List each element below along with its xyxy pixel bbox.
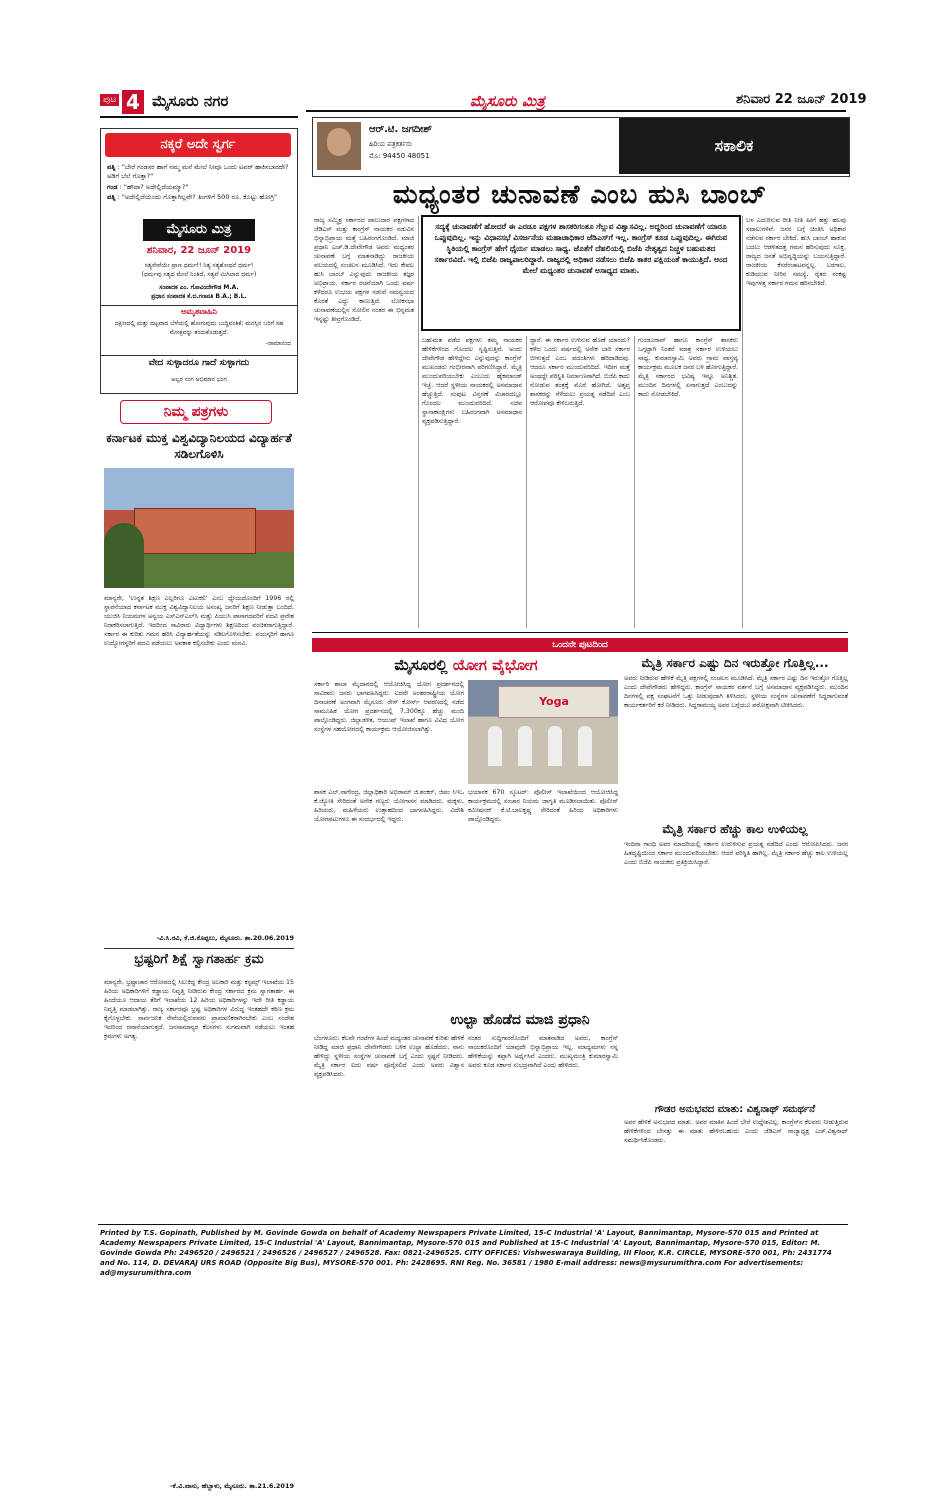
column-rule (742, 216, 743, 628)
letter-body: ಮಾನ್ಯರೇ, ಭ್ರಷ್ಟಾಚಾರ ಆರೋಪದಲ್ಲಿ ಸಿಲುಕಿದ್ದ ಕೇಂದ್ರ ಅಬಕಾರಿ ಮತ್ತು ಕಸ್ಟಮ್ಸ್ ಇಲಾಖೆಯ 15 ಹಿರಿಯ ಅಧಿಕಾರಿಗಳಿಗೆ ಕಡ್ಡಾಯ ನಿವೃತ್ತಿ ನೀಡಿರುವ ಕೇಂದ್ರ ಸರ್ಕಾರದ ಕ್ರಮ ಸ್ವಾಗತಾರ್ಹ. ಈ ಹಿಂದೆಯೂ ಆದಾಯ ತೆರಿಗೆ ಇಲಾಖೆಯ 12 ಹಿರಿಯ ಅಧಿಕಾರಿಗಳನ್ನು ಇದೇ ರೀತಿ ಕಡ್ಡಾಯ ನಿವೃತ್ತಿ ಮಾಡಲಾಗಿತ್ತು. ರಾಜ್ಯ ಸರ್ಕಾರವೂ ಭ್ರಷ್ಟ ಅಧಿಕಾರಿಗಳ ವಿರುದ್ಧ ಇಂತಹದೇ ಕಠಿಣ ಕ್ರಮ ಕೈಗೊಳ್ಳಬೇಕು. ಸಾರ್ವಜನಿಕ ಸೇವೆಯಲ್ಲಿರುವವರು ಪ್ರಾಮಾಣಿಕರಾಗಿರಬೇಕು ಎಂಬ ಸಂದೇಶ ಇದರಿಂದ ರವಾನೆಯಾಗುತ್ತದೆ. ಜನಸಾಮಾನ್ಯರ ಕೆಲಸಗಳು ಸುಗಮವಾಗಿ ನಡೆಯಲು ಇಂತಹ ಕ್ರಮಗಳು ಅಗತ್ಯ. (104, 979, 294, 1040)
joke-line (107, 183, 291, 192)
yoga-photo (468, 680, 618, 784)
yoga-headline (316, 656, 616, 674)
footer-rule (98, 1224, 848, 1225)
pull-quote: ಸದ್ಯಕ್ಕೆ ಚುನಾವಣೆಗೆ ಹೋದರೆ ಈ ಎರಡೂ ಪಕ್ಷಗಳ ಶಾಸಕರಿಗಂತೂ ಗೆಲ್ಲುವ ವಿಶ್ವಾಸವಿಲ್ಲ. ಅದ್ದರಿಂದ ಚುನಾವಣೆಗೆ ಯಾರೂ ಒಪ್ಪುವುದಿಲ್ಲ. ಇನ್ನು ವಿಧಾನಸಭೆ ವಿಸರ್ಜನೆಯ ಮಹಾಚಾಧಿಕಾರ ಜೆಡಿಎಸ್‌ಗೆ ಇಲ್ಲ. ಕಾಂಗ್ರೆಸ್ ಕೂಡ ಒಪ್ಪುವುದಿಲ್ಲ. ಈಗಿರುವ ಸ್ಥಿತಿಯಲ್ಲಿ ಕಾಂಗ್ರೆಸ್ ಹೇಗೆ ಧೈರ್ಯ ಮಾಡಲು ಸಾಧ್ಯ. ಜೊತೆಗೆ ದೆಹಲಿಯಲ್ಲಿ ಬಿಜೆಪಿ ನೇತೃತ್ವದ ನಿಚ್ಚಳ ಬಹುಮತದ ಸರ್ಕಾರವಿದೆ. ಇಲ್ಲಿ ಬಿಜೆಪಿ ರಾಜ್ಯಪಾಲರಿದ್ದಾರೆ. ರಾಜ್ಯದಲ್ಲಿ ಅಧಿಕಾರ ನಡೆಸಲು ಬಿಜೆಪಿ ಕಾತರ ಪಕ್ಷಿಯಂತೆ ಕಾಯುತ್ತಿದೆ. ಅಂದ ಮೇಲೆ ಮಧ್ಯಂತರ ಚುನಾವಣೆ ಅಸಾಧ್ಯದ ಮಾತು. (421, 215, 741, 331)
motto-sub: (ಧರ್ಮವು ಸತ್ಯದ ಮೇಲೆ ನಿಂತಿದೆ, ಸತ್ಯವೆ ಮಿಗಿಲಾದ ಧರ್ಮ) (141, 271, 257, 278)
person-shape (488, 726, 502, 766)
tree-shape (104, 523, 144, 588)
column-rule (418, 216, 419, 628)
amrutavani-title: ಅಮೃತವಾಹಿನಿ (181, 307, 217, 316)
column-rule (634, 336, 635, 628)
author-name: ಆರ್.ಟಿ. ಜಗದೀಶ್ (369, 124, 432, 135)
amrutavani-signature: -ನಾಮಾನಂದ (265, 340, 291, 347)
divider (101, 355, 297, 356)
letter-signature: -ಕೆ.ವಿ.ವಾಸು, ಹೆಬ್ಬಾಳು, ಮೈಸೂರು. ತಾ.21.6.2019 (169, 1482, 294, 1490)
page-section-name: ಮೈಸೂರು ನಗರ (152, 92, 229, 110)
joke-text: : "ಬೇರೆ ಗಂಡಸರ ಹಾಗೆ ನಮ್ಮ ಮನೆ ಮೇಲೆ ನೀವೂ ಒಂದು ಟವರ್ ಹಾಕಿಸಬಾರದೇ? ಅಡಿಗೆ ಬೆಲೆ ಗೊತ್ತಾ?" (107, 163, 289, 180)
proverb-sub: ಅಲ್ಪರ ಸಂಗ ಅಭಿಮಾನ ಭಂಗ (171, 376, 227, 383)
section-banner: ಸಕಾಲಿಕ (619, 118, 849, 174)
proverb: ವೇದ ಸುಳ್ಳಾದರೂ ಗಾದೆ ಸುಳ್ಳಾಗದು (148, 358, 250, 368)
person-shape (518, 726, 532, 766)
article-headline: ಮಧ್ಯಂತರ ಚುನಾವಣೆ ಎಂಬ ಹುಸಿ ಬಾಂಬ್ (392, 180, 768, 210)
joke-line (107, 163, 291, 181)
person-shape (578, 726, 592, 766)
ulta-headline: ಉಲ್ಟಾ ಹೊಡೆದ ಮಾಜಿ ಪ್ರಧಾನಿ (450, 1012, 590, 1028)
header-rule (306, 110, 846, 112)
building-shape (134, 508, 256, 554)
issue-date: ಶನಿವಾರ 22 ಜೂನ್ 2019 (736, 92, 867, 107)
ulta-body: ನಂತರ ಸುದ್ದಿಗಾರರೊಂದಿಗೆ ಮಾತನಾಡಿದ ಅವರು, ಕಾಂಗ್ರೆಸ್ ನಾಯಕರೊಂದಿಗೆ ಯಾವುದೇ ಭಿನ್ನಾಭಿಪ್ರಾಯ ಇಲ್ಲ. ಮಾಧ್ಯಮಗಳು ನನ್ನ ಹೇಳಿಕೆಯನ್ನು ತಪ್ಪಾಗಿ ಅರ್ಥೈಸಿವೆ ಎಂದರು. ಮುಖ್ಯಮಂತ್ರಿ ಕುಮಾರಸ್ವಾಮಿ ಅವರು ಕೂಡ ಸರ್ಕಾರ ಸುಭದ್ರವಾಗಿದೆ ಎಂದು ಹೇಳಿದರು. (468, 1035, 618, 1069)
ulta-body: ಬೆಂಗಳೂರು: ಕೆಲವೇ ಗಂಟೆಗಳ ಹಿಂದೆ ಮಧ್ಯಂತರ ಚುನಾವಣೆ ಕುರಿತು ಹೇಳಿಕೆ ನೀಡಿದ್ದ ಮಾಜಿ ಪ್ರಧಾನಿ ದೇವೇಗೌಡರು ಬಳಿಕ ಉಲ್ಟಾ ಹೊಡೆದರು. ನಾನು ಹೇಳಿದ್ದು ಸ್ಥಳೀಯ ಸಂಸ್ಥೆಗಳ ಚುನಾವಣೆ ಬಗ್ಗೆ ಎಂದು ಸ್ಪಷ್ಟನೆ ನೀಡಿದರು. ಮೈತ್ರಿ ಸರ್ಕಾರ ಐದು ವರ್ಷ ಪೂರೈಸಲಿದೆ ಎಂದು ಅವರು ವಿಶ್ವಾಸ ವ್ಯಕ್ತಪಡಿಸಿದರು. (314, 1035, 464, 1078)
joke-text: : "ಅದೇಲ್ಲಿದೆಯೆಂದು ಗೊತ್ತಾಗಿಲ್ಲವೇ? ತಿಂಗಳಿಗೆ 500 ರೂ. ಕೊಟ್ಟು ಹೋಗ್ರಿ" (117, 193, 278, 201)
yoga-banner: Yoga (498, 686, 610, 718)
yoga-body: ಶಾಸಕ ಎಲ್.ನಾಗೇಂದ್ರ, ಜಿಲ್ಲಾಧಿಕಾರಿ ಅಭಿರಾಮ್ ಜಿ.ಶಂಕರ್, ಜಿಪಂ ಸಿಇಒ ಕೆ.ಜ್ಯೋತಿ ಸೇರಿದಂತೆ ಅನೇಕ ಗಣ್ಯರು ಯೋಗಾಸನ ಮಾಡಿದರು. ಮಕ್ಕಳು, ಹಿರಿಯರು, ಮಹಿಳೆಯರು ಉತ್ಸಾಹದಿಂದ ಭಾಗವಹಿಸಿದ್ದರು. ವಿದೇಶಿ ಯೋಗಪಟುಗಳೂ ಈ ಸಂದರ್ಭದಲ್ಲಿ ಇದ್ದರು. (314, 789, 464, 823)
column-rule (526, 336, 527, 628)
article-column: ಗುಂಡೂರಾವ್ ಹಾಗೂ ಕಾಂಗ್ರೆಸ್ ಶಾಸಕರು ಒಗ್ಗಟ್ಟಾಗಿ ನಿಂತರೆ ಮಾತ್ರ ಸರ್ಕಾರ ಉಳಿಯಲು ಸಾಧ್ಯ. ಕುಮಾರಸ್ವಾಮಿ ಅವರು ಗ್ರಾಮ ವಾಸ್ತವ್ಯ ಕಾರ್ಯಕ್ರಮ ಮೂಲಕ ಜನರ ಬಳಿ ಹೋಗುತ್ತಿದ್ದಾರೆ. ಮೈತ್ರಿ ಸರ್ಕಾರದ ಭವಿಷ್ಯ ಇನ್ನೂ ಅನಿಶ್ಚಿತ. ಮುಂದಿನ ದಿನಗಳಲ್ಲಿ ಏನಾಗುತ್ತದೆ ಎಂಬುದನ್ನು ಕಾದು ನೋಡಬೇಕಿದೆ. (638, 337, 738, 398)
maitri-headline: ಮೈತ್ರಿ ಸರ್ಕಾರ ಎಷ್ಟು ದಿನ ಇರುತ್ತೋ ಗೊತ್ತಿಲ್ಲ... (641, 656, 829, 670)
author-photo (317, 122, 361, 170)
yoga-body: ಭಯಾನಕ 670 ಸ್ಕೂಟರ್: ಪೊಲೀಸ್ ಇಲಾಖೆಯಿಂದ ಆಯೋಜಿಸಿದ್ದ ಕಾರ್ಯಕ್ರಮದಲ್ಲಿ ಸಂಚಾರ ನಿಯಮ ಜಾಗೃತಿ ಮೂಡಿಸಲಾಯಿತು. ಪೊಲೀಸ್ ಕಮೀಷನರ್ ಕೆ.ಟಿ.ಬಾಲಕೃಷ್ಣ ಸೇರಿದಂತೆ ಹಿರಿಯ ಅಧಿಕಾರಿಗಳು ಪಾಲ್ಗೊಂಡಿದ್ದರು. (468, 789, 618, 823)
joke-speaker: ಗಂಡ (107, 183, 118, 191)
nakkare-box (100, 128, 298, 394)
page-number: 4 (122, 90, 144, 114)
person-shape (548, 726, 562, 766)
joke-speaker: ಪತ್ನಿ (107, 193, 116, 201)
maitri-headline: ಮೈತ್ರಿ ಸರ್ಕಾರ ಹೆಚ್ಚು ಕಾಲ ಉಳಿಯಲ್ಲ (662, 822, 808, 836)
article-column: ದ್ದಾರೆ. ಈ ಸರ್ಕಾರ ಉಳಿಸುವ ಹೊಣೆ ಯಾರದು? ಕಳೆದ ಒಂದು ವರ್ಷದಲ್ಲಿ ಅನೇಕ ಬಾರಿ ಸರ್ಕಾರ ಬೀಳುತ್ತದೆ ಎಂಬ ವದಂತಿಗಳು ಹರಿದಾಡಿದವು. ಆದರೂ ಸರ್ಕಾರ ಮುಂದುವರಿದಿದೆ. ಇದೀಗ ಮತ್ತೆ ಅಂಥದ್ದೇ ಪರಿಸ್ಥಿತಿ ನಿರ್ಮಾಣವಾಗಿದೆ. ಬಿಜೆಪಿ ಕಾದು ನೋಡುವ ತಂತ್ರಕ್ಕೆ ಮೊರೆ ಹೋಗಿದೆ. ಅತೃಪ್ತ ಶಾಸಕರನ್ನು ಸೆಳೆಯಲು ಪ್ರಯತ್ನ ನಡೆದಿದೆ ಎಂಬ ಆರೋಪವೂ ಕೇಳಿಬರುತ್ತಿದೆ. (530, 337, 630, 407)
motto: ಸತ್ಯಸೇವೆಯೇ ಪ್ರಾಣ ಧರ್ಮ!! ನಿತ್ಯ ಸತ್ಯಶೋಧನೆ ಧರ್ಮ! (144, 262, 254, 269)
maitri-body: ಅವರು ನೀಡಿರುವ ಹೇಳಿಕೆ ಮೈತ್ರಿ ಪಕ್ಷಗಳಲ್ಲಿ ಸಂಚಲನ ಮೂಡಿಸಿದೆ. ಮೈತ್ರಿ ಸರ್ಕಾರ ಎಷ್ಟು ದಿನ ಇರುತ್ತೋ ಗೊತ್ತಿಲ್ಲ ಎಂದು ದೇವೇಗೌಡರು ಹೇಳಿದ್ದರು. ಕಾಂಗ್ರೆಸ್ ನಾಯಕರ ವರ್ತನೆ ಬಗ್ಗೆ ಅಸಮಾಧಾನ ವ್ಯಕ್ತಪಡಿಸಿದ್ದರು. ಮುಂದಿನ ದಿನಗಳಲ್ಲಿ ಪಕ್ಷ ಸಂಘಟನೆಗೆ ಒತ್ತು ನೀಡುವುದಾಗಿ ತಿಳಿಸಿದರು. ಸ್ಥಳೀಯ ಸಂಸ್ಥೆಗಳ ಚುನಾವಣೆಗೆ ಸಿದ್ಧರಾಗುವಂತೆ ಕಾರ್ಯಕರ್ತರಿಗೆ ಕರೆ ನೀಡಿದರು. ಸಿದ್ದರಾಮಯ್ಯ ಅವರ ಬಗ್ಗೆಯೂ ಪರೋಕ್ಷವಾಗಿ ಟೀಕಿಸಿದರು. (624, 675, 848, 709)
joke-text: : "ಹೌದಾ? ಅದೇಲ್ಲಿದೆಯಮ್ಮಾ?" (119, 183, 189, 191)
yoga-body: ಸರ್ಕಾರಿ ಶಾಲಾ ಮೈದಾನದಲ್ಲಿ ಆಯೋಜಿಸಿದ್ದ ಯೋಗ ಪ್ರದರ್ಶನದಲ್ಲಿ ಸಾವಿರಾರು ಜನರು ಭಾಗವಹಿಸಿದ್ದರು. ಐದನೇ ಅಂತರರಾಷ್ಟ್ರೀಯ ಯೋಗ ದಿನಾಚರಣೆ ಅಂಗವಾಗಿ ಮೈಸೂರು ರೇಸ್ ಕೋರ್ಸ್ ಆವರಣದಲ್ಲಿ ನಡೆದ ಸಾಮೂಹಿಕ ಯೋಗ ಪ್ರದರ್ಶನದಲ್ಲಿ 7,300ಕ್ಕೂ ಹೆಚ್ಚು ಮಂದಿ ಪಾಲ್ಗೊಂಡಿದ್ದರು. ಜಿಲ್ಲಾಡಳಿತ, ಆಯುಷ್ ಇಲಾಖೆ ಹಾಗೂ ವಿವಿಧ ಯೋಗ ಸಂಸ್ಥೆಗಳ ಸಹಯೋಗದಲ್ಲಿ ಕಾರ್ಯಕ್ರಮ ಆಯೋಜಿಸಲಾಗಿತ್ತು. (314, 681, 464, 733)
letter-body: ಮಾನ್ಯರೇ, 'ಉನ್ನತ ಶಿಕ್ಷಣ ಎಲ್ಲರಿಗೂ ಎಟುಕಲಿ' ಎಂಬ ಧ್ಯೇಯದೊಂದಿಗೆ 1996 ರಲ್ಲಿ ಸ್ಥಾಪನೆಯಾದ ಕರ್ನಾಟಕ ಮುಕ್ತ ವಿಶ್ವವಿದ್ಯಾನಿಲಯ ಅಸಂಖ್ಯ ಜನರಿಗೆ ಶಿಕ್ಷಣ ನೀಡುತ್ತಾ ಬಂದಿದೆ. ಯುಜಿಸಿ ನಿಯಮಗಳ ಅನ್ವಯ ಎಸ್ಎಸ್ಎಲ್‌ಸಿ ಮತ್ತು ಪಿಯುಸಿ ಪಾಸಾಗದವರಿಗೆ ಪದವಿ ಪ್ರವೇಶ ನಿರಾಕರಿಸಲಾಗುತ್ತಿದೆ. ಇದರಿಂದ ಸಾವಿರಾರು ವಿದ್ಯಾರ್ಥಿಗಳು ಶಿಕ್ಷಣದಿಂದ ವಂಚಿತರಾಗುತ್ತಿದ್ದಾರೆ. ಸರ್ಕಾರ ಈ ಕುರಿತು ಗಮನ ಹರಿಸಿ ವಿದ್ಯಾರ್ಹತೆಯನ್ನು ಸಡಿಲಗೊಳಿಸಬೇಕು. ವಯಸ್ಕರಿಗೆ ಹಾಗೂ ಉದ್ಯೋಗಸ್ಥರಿಗೆ ಪದವಿ ಪಡೆಯಲು ಅವಕಾಶ ಕಲ್ಪಿಸಬೇಕು ಎಂದು ಮನವಿ. (104, 595, 294, 647)
yoga-headline-a: ಮೈಸೂರಲ್ಲಿ (394, 656, 453, 674)
gowda-body: ಅವರ ಹೇಳಿಕೆ ಅನುಭವದ ಮಾತು. ಅವರ ಮಾತಿನ ಹಿಂದೆ ಬೇರೆ ಉದ್ದೇಶವಿಲ್ಲ. ಕಾಂಗ್ರೆಸ್‌ನ ಕೆಲವರು ನೀಡುತ್ತಿರುವ ಹೇಳಿಕೆಗಳಿಂದ ಬೇಸತ್ತು ಈ ಮಾತು ಹೇಳಿರಬಹುದು ಎಂದು ಜೆಡಿಎಸ್ ರಾಜ್ಯಾಧ್ಯಕ್ಷ ಎಚ್.ವಿಶ್ವನಾಥ್ ಸಮರ್ಥಿಸಿಕೊಂಡರು. (624, 1119, 848, 1144)
letters-section (100, 400, 298, 1508)
face-shape (327, 128, 351, 156)
editor-line: ಸಂಪಾದಕ ಎಂ. ಗೋವಿಂದೇಗೌಡ M.A. (159, 284, 239, 291)
letters-heading: ನಿಮ್ಮ ಪತ್ರಗಳು (120, 400, 272, 424)
byline-box (312, 117, 850, 177)
article-rule (312, 632, 848, 633)
author-role: ಹಿರಿಯ ಪತ್ರಕರ್ತರು (369, 140, 413, 148)
article-column: ರಾಜ್ಯ ಸಮ್ಮಿಶ್ರ ಸರ್ಕಾರದ ಪಾಲುದಾರ ಪಕ್ಷಗಳಾದ ಜೆಡಿಎಸ್ ಮತ್ತು ಕಾಂಗ್ರೆಸ್ ನಾಯಕರ ನಡುವಿನ ಭಿನ್ನಾಭಿಪ್ರಾಯ ಮತ್ತೆ ಬಹಿರಂಗಗೊಂಡಿದೆ. ಮಾಜಿ ಪ್ರಧಾನಿ ಎಚ್.ಡಿ.ದೇವೇಗೌಡ ಅವರು ಮಧ್ಯಂತರ ಚುನಾವಣೆ ಬಗ್ಗೆ ಮಾತನಾಡಿದ್ದು ರಾಜಕೀಯ ವಲಯದಲ್ಲಿ ಸಂಚಲನ ಮೂಡಿಸಿದೆ. ಇದು ಕೇವಲ ಹುಸಿ ಬಾಂಬ್ ಎನ್ನುವುದು ರಾಜಕೀಯ ತಜ್ಞರ ಅಭಿಪ್ರಾಯ. ಸರ್ಕಾರ ರಚನೆಯಾಗಿ ಒಂದು ವರ್ಷ ಕಳೆದರೂ ಉಭಯ ಪಕ್ಷಗಳ ನಡುವೆ ಸಮನ್ವಯದ ಕೊರತೆ ಎದ್ದು ಕಾಣುತ್ತಿದೆ. ಲೋಕಸಭಾ ಚುನಾವಣೆಯಲ್ಲಿನ ಸೋಲಿನ ನಂತರ ಈ ಭಿನ್ನಮತ ಇನ್ನಷ್ಟು ತೀವ್ರಗೊಂಡಿದೆ. (314, 217, 414, 323)
maitri-body: ಇಂದಿರಾ ಗಾಂಧಿ ಅವರ ಮಾದರಿಯಲ್ಲಿ ಸರ್ಕಾರ ಉರುಳಿಸುವ ಪ್ರಯತ್ನ ನಡೆದಿದೆ ಎಂದು ಆರೋಪಿಸಿದರು. ಜನರ ಹಿತದೃಷ್ಟಿಯಿಂದ ಸರ್ಕಾರ ಮುಂದುವರಿಯಬೇಕು. ಆದರೆ ಪರಿಸ್ಥಿತಿ ಹಾಗಿಲ್ಲ. ಮೈತ್ರಿ ಸರ್ಕಾರ ಹೆಚ್ಚು ಕಾಲ ಉಳಿಯಲ್ಲ ಎಂದು ಬಿಜೆಪಿ ನಾಯಕರು ಪ್ರತಿಕ್ರಿಯಿಸಿದ್ದಾರೆ. (624, 841, 848, 866)
yoga-headline-b: ಯೋಗ ವೈಭೋಗ (452, 656, 538, 674)
letter-title: ಕರ್ನಾಟಕ ಮುಕ್ತ ವಿಶ್ವವಿದ್ಯಾನಿಲಯದ ವಿದ್ಯಾರ್ಹತೆ ಸಡಿಲಗೊಳಿಸಿ (106, 431, 292, 461)
imprint-footer: Printed by T.S. Gopinath, Published by M. Govinde Gowda on behalf of Academy Newspapers Private Limited, 15-C Industrial 'A' Layout, Bannimantap, Mysore-570 015 and Printed at Academy Newspapers Private Limited, 15-C Industrial 'A' Layout, Bannimantap, Mysore-570 015 and Published at 15-C Industrial 'A' Layout, Bannimantap, Mysore-570 015, Editor: M. Govinde Gowda Ph: 2496520 / 2496521 / 2496526 / 2496527 / 2496528. Fax: 0821-2496525. CITY OFFICES: Vishweswaraya Building, III Floor, K.R. CIRCLE, MYSORE-570 001, Ph: 2431774 and No. 114, D. DEVARAJ URS ROAD (Opposite Big Bus), MYSORE-570 001. Ph: 2428695. RNI Reg. No. 36581 / 1980 E-mail address: news@mysurumithra.com For advertisements: ad@mysurumithra.com (100, 1229, 832, 1277)
joke-line (107, 193, 291, 202)
letter-title: ಭ್ರಷ್ಟರಿಗೆ ಶಿಕ್ಷೆ ಸ್ವಾಗತಾರ್ಹ ಕ್ರಮ (104, 948, 294, 967)
masthead-small: ಮೈಸೂರು ಮಿತ್ರ (470, 92, 545, 110)
author-phone: ಮೊ: 94450 48051 (369, 152, 430, 160)
logo-date: ಶನಿವಾರ, 22 ಜೂನ್ 2019 (146, 245, 252, 256)
nakkare-title: ನಕ್ಕರೆ ಅದೇ ಸ್ವರ್ಗ (105, 133, 291, 157)
article-column: ಬಳ ಎದುರಿಸುವ ರೀತಿ ನೀತಿ ಹೀಗೆ ಹತ್ತು ಹಲವು ಸವಾಲುಗಳಿವೆ. ಜನರ ಬಗ್ಗೆ ಚಿಂತಿಸಿ ಅಧಿಕಾರ ನಡೆಸುವ ಸರ್ಕಾರ ಬೇಕಿದೆ. ಹುಸಿ ಬಾಂಬ್ ಹಾಕುವ ಬದಲು ಆಡಳಿತದತ್ತ ಗಮನ ಹರಿಸುವುದು ಸೂಕ್ತ. ರಾಜ್ಯದ ಜನತೆ ಅಭಿವೃದ್ಧಿಯನ್ನು ಬಯಸುತ್ತಿದ್ದಾರೆ. ರಾಜಕೀಯ ಕೆಸರೆರಚಾಟವನ್ನಲ್ಲ. ಬರಗಾಲ, ಕುಡಿಯುವ ನೀರಿನ ಸಮಸ್ಯೆ, ರೈತರ ಸಂಕಷ್ಟ ಇವುಗಳತ್ತ ಸರ್ಕಾರ ಗಮನ ಹರಿಸಬೇಕಿದೆ. (746, 217, 846, 287)
page-label: ಪುಟ (100, 94, 119, 106)
page-header-left (100, 90, 298, 118)
article-column: ಬಹುಮತ ಪಡೆದ ಪಕ್ಷಗಳು ತಮ್ಮ ನಾಯಕರ ಹೇಳಿಕೆಗಳಿಂದ ಗೊಂದಲ ಸೃಷ್ಟಿಸುತ್ತಿವೆ. ಅಂದು ದೇವೇಗೌಡ ಹೇಳಿದ್ದೇನು ಎನ್ನುವುದನ್ನು ಕಾಂಗ್ರೆಸ್ ಮುಖಂಡರು ಗಂಭೀರವಾಗಿ ಪರಿಗಣಿಸಿದ್ದಾರೆ. ಮೈತ್ರಿ ಮುಂದುವರಿಯಬೇಕು ಎಂಬುದು ಹೈಕಮಾಂಡ್ ಇಚ್ಛೆ. ಆದರೆ ಸ್ಥಳೀಯ ನಾಯಕರಲ್ಲಿ ಅಸಮಾಧಾನ ಹೆಚ್ಚುತ್ತಿದೆ. ಸಂಪುಟ ವಿಸ್ತರಣೆ ವಿಚಾರದಲ್ಲೂ ಗೊಂದಲ ಮುಂದುವರಿದಿದೆ. ಸಚಿವ ಸ್ಥಾನಾಕಾಂಕ್ಷಿಗಳು ಬಹಿರಂಗವಾಗಿ ಅಸಮಾಧಾನ ವ್ಯಕ್ತಪಡಿಸುತ್ತಿದ್ದಾರೆ. (422, 337, 522, 425)
amrutavani-text: ದಕ್ಷಿಣದಲ್ಲಿ ಮತ್ತು ದಟ್ಟವಾದ ಬೆಳೆಯಲ್ಲಿ ಹೋಗುವುದು ಬುದ್ಧಿವಂತಿಕೆ; ಮನಸ್ಸಿನ ಬರಿಗೆ ಸಹ ಮೋಕ್ಷವನ್ನು ತಂದುಕೊಡುತ್ತದೆ. (114, 320, 284, 336)
gowda-headline: ಗೌಡರ ಅನುಭವದ ಮಾತು: ವಿಶ್ವನಾಥ್ ಸಮರ್ಥನೆ (654, 1104, 816, 1115)
university-photo (104, 468, 294, 588)
publisher-line: ಪ್ರಧಾನ ಸಂಪಾದಕ ಕೆ.ಬಿ.ಗಣಪತಿ B.A.; B.L. (151, 293, 247, 300)
letter-signature: -ವಿ.ಸಿ.ರವಿ, ಕೆ.ಜಿ.ಕೊಪ್ಪಲು, ಮೈಸೂರು. ತಾ.20.06.2019 (156, 934, 294, 942)
divider (101, 305, 297, 306)
paper-logo: ಮೈಸೂರು ಮಿತ್ರ (143, 219, 255, 241)
continued-banner: ಒಂದನೇ ಪುಟದಿಂದ (312, 638, 848, 652)
joke-speaker: ಪತ್ನಿ (107, 163, 116, 171)
